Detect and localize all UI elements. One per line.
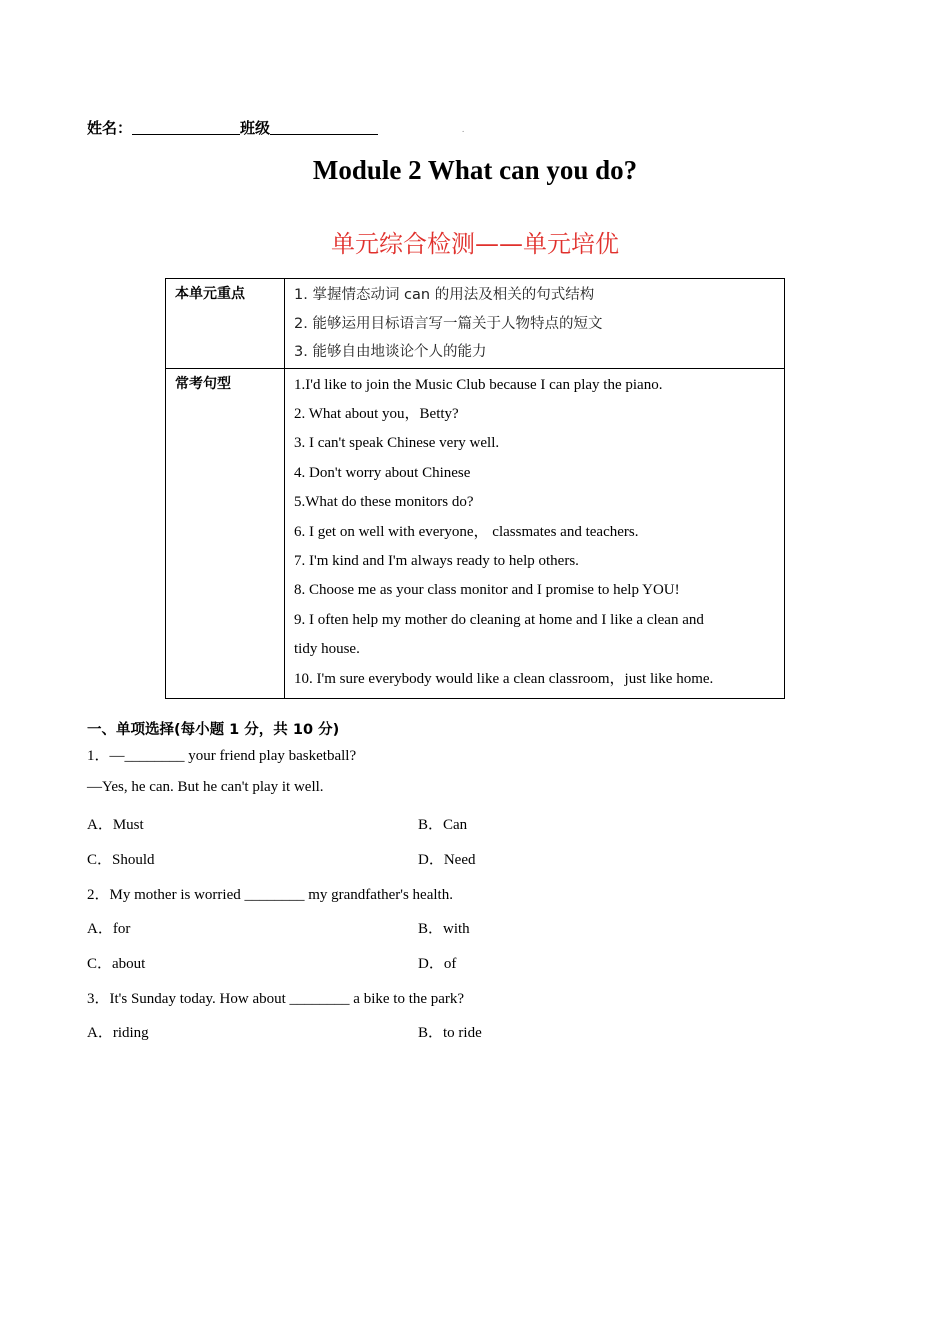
page-title: Module 2 What can you do? (312, 155, 638, 185)
question-3-option-b[interactable]: B．to ride (418, 1025, 482, 1041)
sentence-item: 4. Don't worry about Chinese (294, 464, 471, 481)
sentence-patterns-cell (285, 368, 785, 698)
question-1-option-a[interactable]: A．Must (87, 817, 144, 833)
unit-summary-table (165, 278, 785, 699)
sentence-patterns-row (166, 368, 785, 698)
question-3-option-a[interactable]: A．riding (87, 1025, 149, 1041)
question-1-option-b[interactable]: B．Can (418, 817, 468, 833)
sentence-item: 5.What do these monitors do? (294, 494, 474, 511)
question-2-option-c[interactable]: C．about (87, 956, 146, 972)
header-mark: . (462, 124, 465, 134)
student-info-line (87, 117, 378, 138)
question-1-stem: 1．—________ your friend play basketball? (87, 748, 357, 764)
page-subtitle: 单元综合检测——单元培优 (331, 230, 619, 258)
sentence-item: 7. I'm kind and I'm always ready to help others. (294, 552, 579, 569)
sentence-patterns-label: 常考句型 (166, 368, 285, 698)
name-label: 姓名： (87, 119, 133, 137)
question-1-option-d[interactable]: D．Need (418, 852, 476, 868)
sentence-item: tidy house. (294, 641, 360, 658)
sentence-item: 9. I often help my mother do cleaning at home and I like a clean and (294, 611, 704, 628)
key-points-label: 本单元重点 (166, 279, 285, 369)
question-2-option-d[interactable]: D．of (418, 956, 457, 972)
question-2-option-b[interactable]: B．with (418, 921, 470, 937)
key-points-row (166, 279, 785, 369)
sentence-item: 6. I get on well with everyone， classmates and teachers. (294, 523, 639, 540)
key-points-cell (285, 279, 785, 369)
question-3-stem: 3．It's Sunday today. How about ________ a bike to the park? (87, 991, 465, 1007)
name-blank[interactable] (132, 120, 240, 135)
question-2-option-a[interactable]: A．for (87, 921, 131, 937)
sentence-item: 2. What about you，Betty? (294, 405, 459, 422)
sentence-item: 3. I can't speak Chinese very well. (294, 435, 500, 452)
key-point-item: 3. 能够自由地谈论个人的能力 (294, 344, 487, 360)
class-label: 班级 (240, 119, 271, 137)
key-point-item: 1. 掌握情态动词 can 的用法及相关的句式结构 (294, 287, 595, 303)
section-title: 一、单项选择(每小题 1 分，共 10 分) (87, 722, 340, 738)
question-2-stem: 2．My mother is worried ________ my grandfather's health. (87, 887, 453, 903)
class-blank[interactable] (270, 120, 378, 135)
sentence-item: 8. Choose me as your class monitor and I promise to help YOU! (294, 582, 680, 599)
question-1-option-c[interactable]: C．Should (87, 852, 155, 868)
sentence-item: 10. I'm sure everybody would like a clean classroom，just like home. (294, 670, 714, 687)
key-point-item: 2. 能够运用目标语言写一篇关于人物特点的短文 (294, 315, 603, 332)
sentence-item: 1.I'd like to join the Music Club because I can play the piano. (294, 376, 663, 393)
question-1-reply: —Yes, he can. But he can't play it well. (87, 779, 324, 795)
